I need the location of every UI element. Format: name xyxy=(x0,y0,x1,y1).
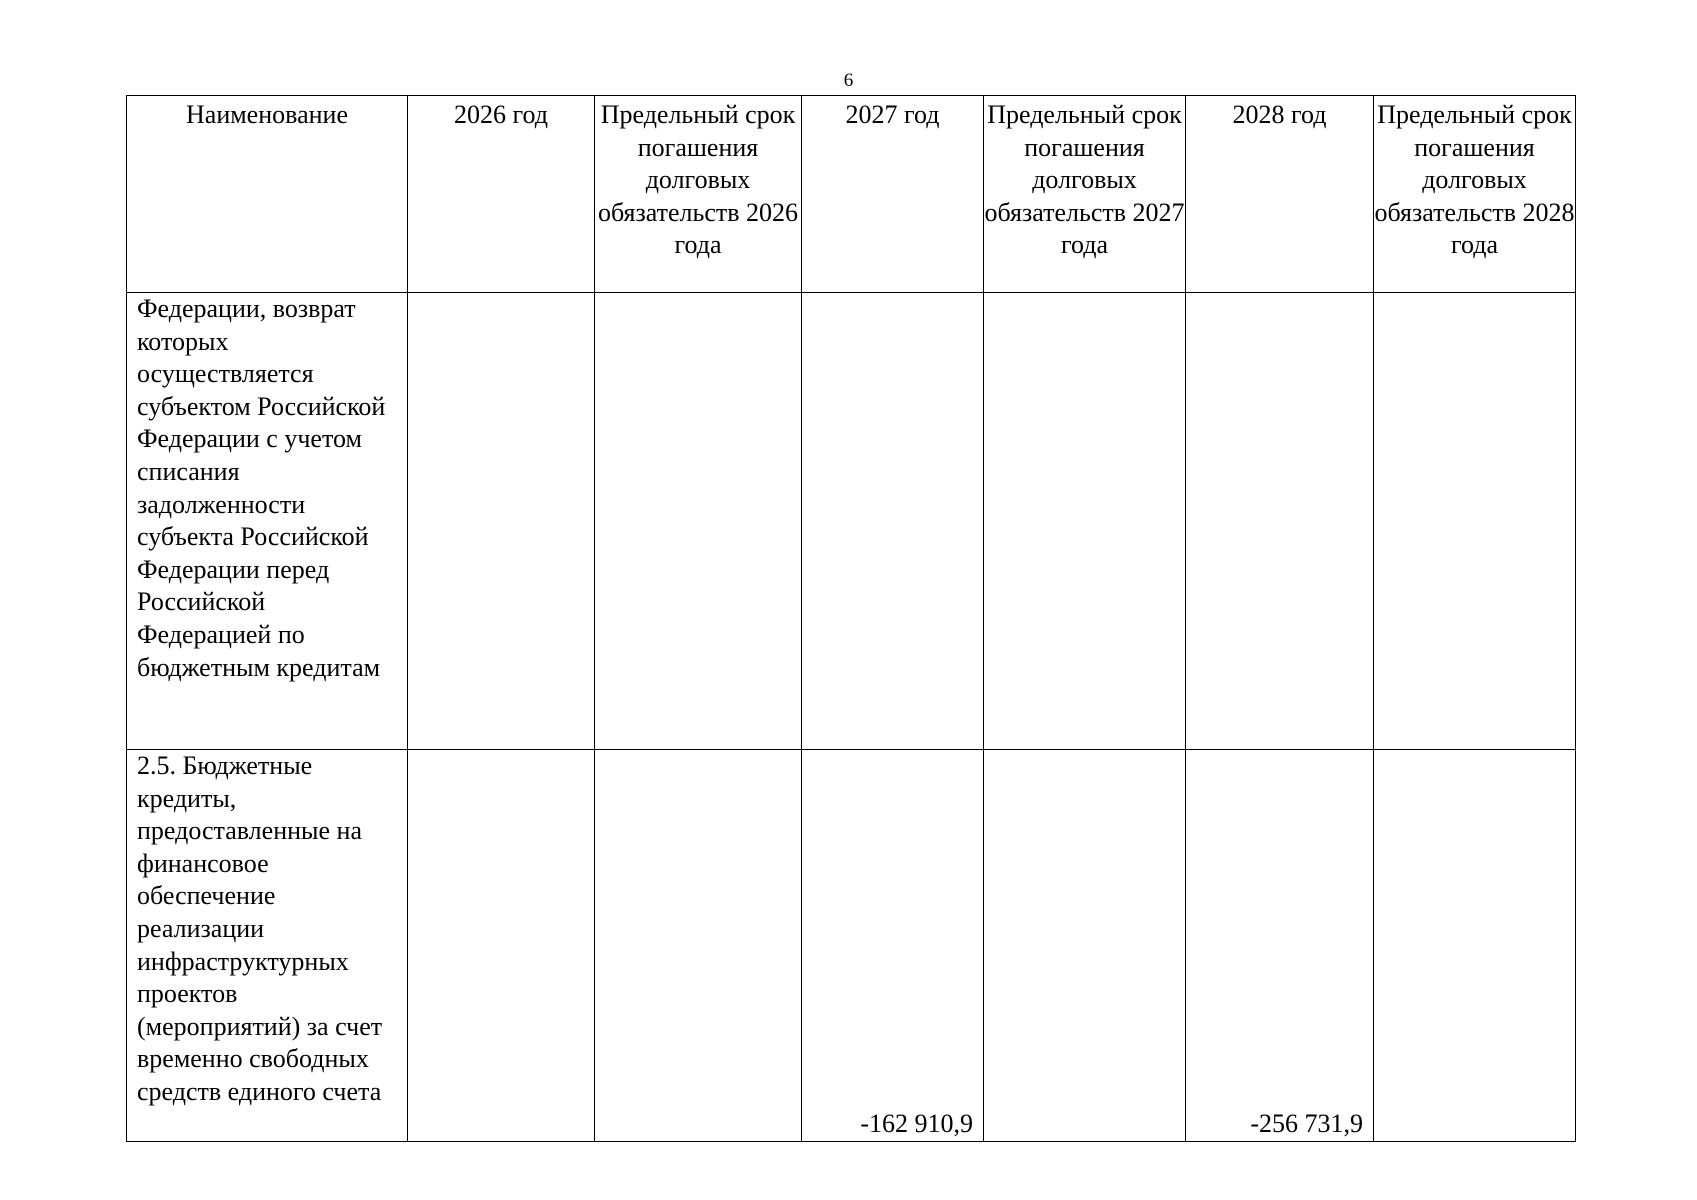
value-2027-cell xyxy=(802,293,984,750)
deadline-2026-cell xyxy=(595,293,802,750)
table-header-row xyxy=(127,96,1576,293)
page-number: 6 xyxy=(843,70,854,91)
table-row xyxy=(127,293,1576,750)
deadline-2026-cell xyxy=(595,750,802,1142)
header-deadline-2028: Предельный срок погашения долговых обязательств 2028 года xyxy=(1374,96,1576,293)
value-2026-cell xyxy=(408,750,595,1142)
deadline-2028-cell xyxy=(1374,750,1576,1142)
budget-table xyxy=(126,95,1576,1142)
header-2027: 2027 год xyxy=(802,96,984,293)
deadline-2027-cell xyxy=(984,293,1186,750)
deadline-2027-cell xyxy=(984,750,1186,1142)
header-deadline-2026: Предельный срок погашения долговых обязательств 2026 года xyxy=(595,96,802,293)
header-deadline-2027: Предельный срок погашения долговых обязательств 2027 года xyxy=(984,96,1186,293)
row-name-cell: Федерации, возврат которых осуществляется субъектом Российской Федерации с учетом списания задолженности субъекта Российской Федерации перед Российской Федерацией по бюджетным кредитам xyxy=(127,293,408,750)
value-2027-cell: -162 910,9 xyxy=(802,750,984,1142)
value-2026-cell xyxy=(408,293,595,750)
row-name-cell: 2.5. Бюджетные кредиты, предоставленные на финансовое обеспечение реализации инфраструктурных проектов (мероприятий) за счет временно свободных средств единого счета xyxy=(127,750,408,1142)
header-2028: 2028 год xyxy=(1186,96,1374,293)
header-name: Наименование xyxy=(127,96,408,293)
table-row xyxy=(127,750,1576,1142)
deadline-2028-cell xyxy=(1374,293,1576,750)
value-2028-cell xyxy=(1186,293,1374,750)
header-2026: 2026 год xyxy=(408,96,595,293)
value-2028-cell: -256 731,9 xyxy=(1186,750,1374,1142)
